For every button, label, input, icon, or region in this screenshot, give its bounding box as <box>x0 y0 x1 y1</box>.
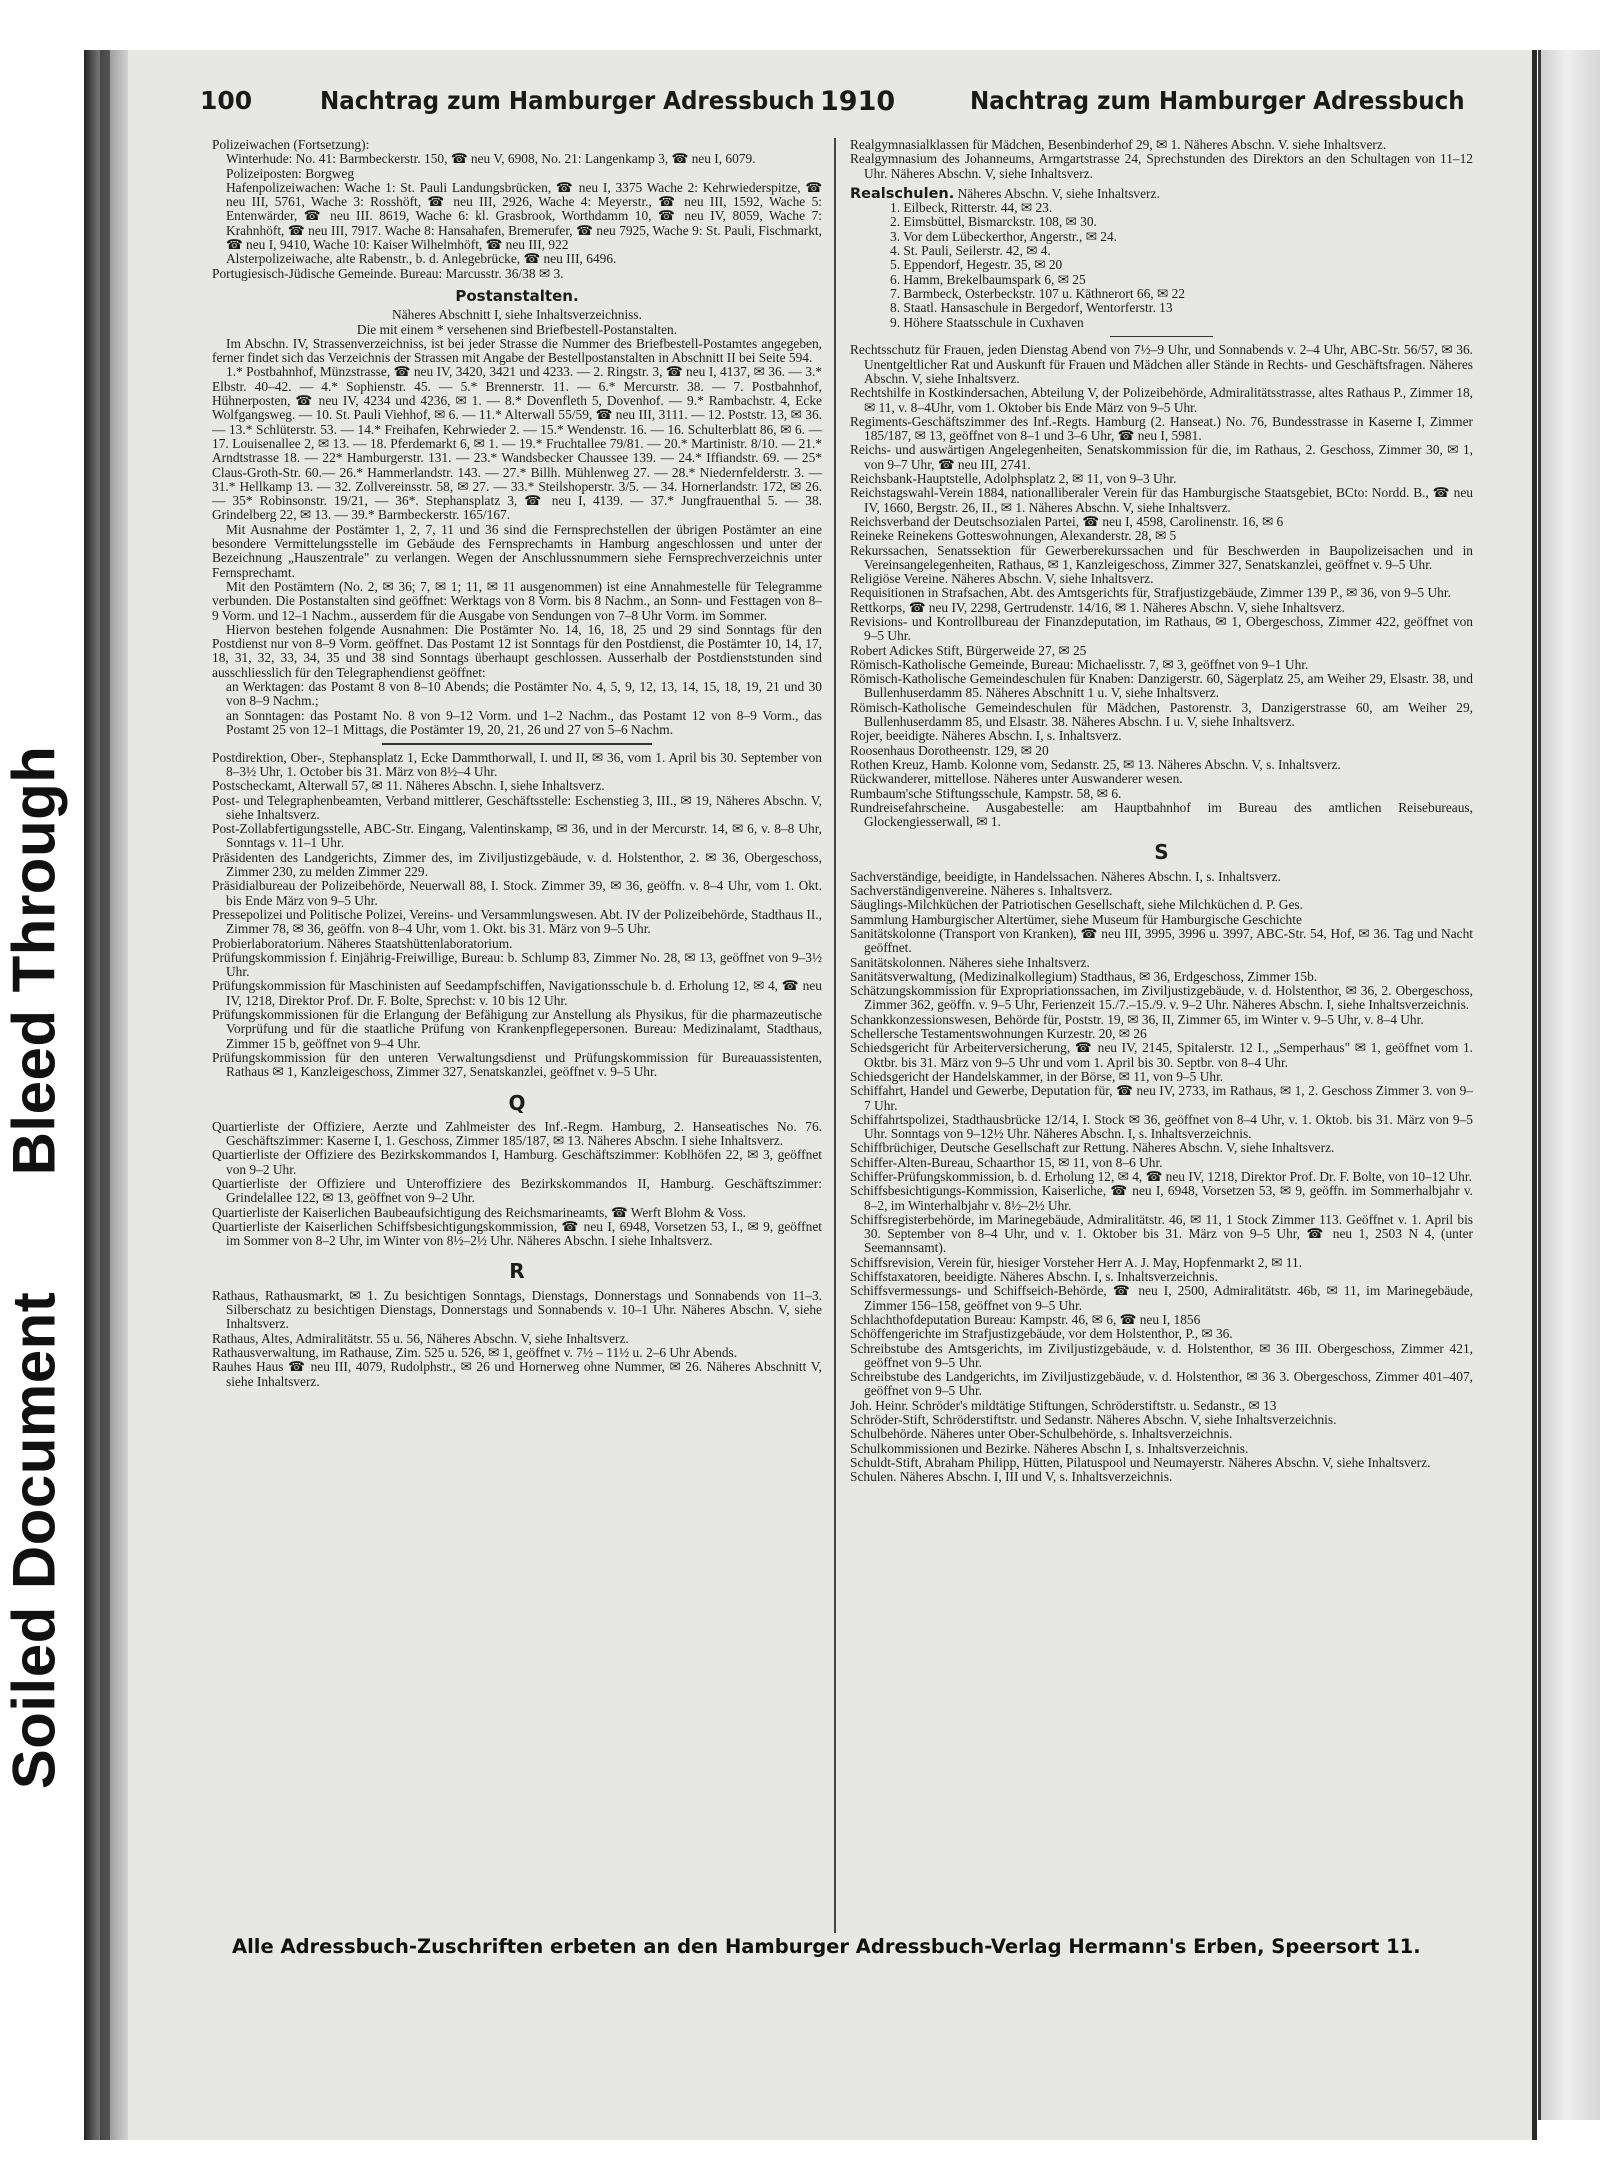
entry: Säuglings-Milchküchen der Patriotischen Gesellschaft, siehe Milchküchen d. P. Ges. <box>850 897 1303 913</box>
entry: Post-Zollabfertigungsstelle, ABC-Str. Eingang, Valentinskamp, ✉ 36, und in der Mercurstr. 14, ✉ 6, v. 8–8 Uhr, Sonntags v. 11–1 Uhr. <box>212 821 822 851</box>
entry: Im Abschn. IV, Strassenverzeichniss, ist bei jeder Strasse die Nummer des Briefbestell-Postamtes angegeben, ferner findet sich das Verzeichnis der Strassen mit Angabe der Bestellpostanstalten in Abschnitt II bei Seite 594. <box>212 335 822 366</box>
next-page-edge <box>1538 50 1600 2120</box>
realschulen-note: Näheres Abschn. V, siehe Inhaltsverz. <box>957 185 1160 201</box>
section-heading-postanstalten: Postanstalten. <box>455 286 579 305</box>
list-item: 7. Barmbeck, Osterbeckstr. 107 u. Käthnerort 66, ✉ 22 <box>890 285 1185 301</box>
entry: Näheres Abschnitt I, siehe Inhaltsverzeichniss. <box>392 307 642 323</box>
entry: Polizeiposten: Borgweg <box>226 165 355 181</box>
section-letter-q: Q <box>508 1090 526 1115</box>
entry: Joh. Heinr. Schröder's mildtätige Stiftungen, Schröderstiftstr. u. Sedanstr., ✉ 13 <box>850 1397 1277 1413</box>
entry: an Werktagen: das Postamt 8 von 8–10 Abends; die Postämter No. 4, 5, 9, 12, 13, 14, 15, 18, 19, 21 und 30 von 8–9 Nachm.; <box>226 678 822 709</box>
entry: Reichsbank-Hauptstelle, Adolphsplatz 2, ✉ 11, von 9–3 Uhr. <box>850 471 1177 487</box>
entry: Rückwanderer, mittellose. Näheres unter Auswanderer wesen. <box>850 771 1183 787</box>
entry: Schiffsregisterbehörde, im Marinegebäude, Admiralitätstr. 46, ✉ 11, 1 Stock Zimmer 113. Geöffnet v. 1. April bis 30. September von 8–4 Uhr, und v. 1. Oktober bis 31. März von 9–5 Uhr, ☎ neu 1, 2503 N 4, (unter Seemannsamt). <box>850 1211 1473 1256</box>
entry: Schiffsrevision, Verein für, hiesiger Vorsteher Herr A. J. May, Hopfenmarkt 2, ✉ 11. <box>850 1254 1302 1270</box>
entry: Schiedsgericht für Arbeiterversicherung, ☎ neu IV, 2145, Spitalerstr. 12 I., „Semperhaus" ✉ 1, geöffnet vom 1. Oktbr. bis 31. März von 9–5 Uhr und vom 1. April bis 30. Septbr. von 8–4 Uhr. <box>850 1040 1473 1070</box>
book-spine-shadow <box>100 50 110 2140</box>
entry: Schiffbrüchiger, Deutsche Gesellschaft zur Rettung. Näheres Abschn. V, siehe Inhaltsverz. <box>850 1140 1335 1156</box>
entry: Schellersche Testamentswohnungen Kurzestr. 20, ✉ 26 <box>850 1026 1147 1042</box>
bleed-through-label <box>2 700 66 1220</box>
entry: Roosenhaus Dorotheenstr. 129, ✉ 20 <box>850 742 1049 758</box>
entry: Requisitionen in Strafsachen, Abt. des Amtsgerichts für, Strafjustizgebäude, Zimmer 139 P., ✉ 36, von 9–5 Uhr. <box>850 585 1451 601</box>
running-title-right: Nachtrag zum Hamburger Adressbuch <box>970 86 1465 115</box>
entry: Rumbaum'sche Stiftungsschule, Kampstr. 58, ✉ 6. <box>850 785 1122 801</box>
entry: Postscheckamt, Alterwall 57, ✉ 11. Näheres Abschn. I, siehe Inhaltsverz. <box>212 778 605 794</box>
entry: Schreibstube des Landgerichts, im Ziviljustizgebäude, v. d. Holstenthor, ✉ 36 3. Obergeschoss, Zimmer 401–407, geöffnet von 9–5 Uhr. <box>850 1369 1473 1399</box>
section-letter-s: S <box>1154 840 1169 865</box>
entry: Rothen Kreuz, Hamb. Kolonne vom, Sedanstr. 25, ✉ 13. Näheres Abschn. V, s. Inhaltsverz. <box>850 756 1341 772</box>
entry: Quartierliste der Offiziere des Bezirkskommandos I, Hamburg. Geschäftszimmer: Koblhöfen 22, ✉ 3, geöffnet von 9–2 Uhr. <box>212 1147 822 1177</box>
soiled-document-text: Soiled Document <box>0 1291 68 1789</box>
entry: Schulbehörde. Näheres unter Ober-Schulbehörde, s. Inhaltsverzeichnis. <box>850 1426 1233 1442</box>
entry: Schuldt-Stift, Abraham Philipp, Hütten, Pilatuspool und Neumayerstr. Näheres Abschn. V, siehe Inhaltsverz. <box>850 1454 1431 1470</box>
entry: Sachverständige, beeidigte, in Handelssachen. Näheres Abschn. I, s. Inhaltsverz. <box>850 868 1281 884</box>
realschulen-heading: Realschulen. <box>850 185 955 202</box>
entry: Sanitätsverwaltung, (Medizinalkollegium) Stadthaus, ✉ 36, Erdgeschoss, Zimmer 15b. <box>850 968 1318 984</box>
entry: Portugiesisch-Jüdische Gemeinde. Bureau: Marcusstr. 36/38 ✉ 3. <box>212 265 564 281</box>
list-item: 9. Höhere Staatsschule in Cuxhaven <box>890 314 1084 330</box>
entry: Post- und Telegraphenbeamten, Verband mittlerer, Geschäftsstelle: Eschenstieg 3, III., ✉ 19, Näheres Abschn. V, siehe Inhaltsverz. <box>212 792 822 822</box>
entry: Schöffengerichte im Strafjustizgebäude, vor dem Holstenthor, P., ✉ 36. <box>850 1326 1233 1342</box>
entry: Schätzungskommission für Expropriationssachen, im Ziviljustizgebäude, v. d. Holstenthor, ✉ 36, 2. Obergeschoss, Zimmer 362, geöffn. v. 9–5 Uhr, Ferienzeit 15./7.–15./9. v. 9–2 Uhr. Näheres Abschn. I, siehe Inhaltsverzeichnis. <box>850 983 1473 1013</box>
entry: Prüfungskommission für Maschinisten auf Seedampfschiffen, Navigationsschule b. d. Erholung 12, ✉ 4, ☎ neu IV, 1218, Direktor Prof. Dr. F. Bolte, Sprechst: v. 10 bis 12 Uhr. <box>212 978 822 1008</box>
entry: Schiffer-Alten-Bureau, Schaarthor 15, ✉ 11, von 8–6 Uhr. <box>850 1154 1163 1170</box>
bleed-through-text: Bleed Through <box>0 745 68 1175</box>
entry: Religiöse Vereine. Näheres Abschn. V, siehe Inhaltsverz. <box>850 571 1154 587</box>
entry: Alsterpolizeiwache, alte Rabenstr., b. d. Anlegebrücke, ☎ neu III, 6496. <box>226 251 617 267</box>
entry: Römisch-Katholische Gemeindeschulen für Mädchen, Pastorenstr. 3, Danzigerstrasse 60, am Weiher 29, Bullenhuserdamm 85, und Elsastr. 38. Näheres Abschn. I u. V, siehe Inhaltsverz. <box>850 699 1473 730</box>
section-rule <box>1110 336 1213 338</box>
entry: Quartierliste der Kaiserlichen Baubeaufsichtigung des Reichsmarineamts, ☎ Werft Blohm & Voss. <box>212 1204 747 1220</box>
entry: Reichs- und auswärtigen Angelegenheiten, Senatskommission für die, im Rathaus, 2. Geschoss, Zimmer 30, ✉ 1, von 9–7 Uhr, ☎ neu III, 2741. <box>850 442 1473 472</box>
entry: Präsidialbureau der Polizeibehörde, Neuerwall 88, I. Stock. Zimmer 39, ✉ 36, geöffn. v. 8–4 Uhr, vom 1. Okt. bis Ende März von 9–5 Uhr. <box>212 878 822 908</box>
list-item: 8. Staatl. Hansaschule in Bergedorf, Wentorferstr. 13 <box>890 300 1173 316</box>
entry: Schulkommissionen und Bezirke. Näheres Abschn I, s. Inhaltsverzeichnis. <box>850 1440 1249 1456</box>
entry: Rettkorps, ☎ neu IV, 2298, Gertrudenstr. 14/16, ✉ 1. Näheres Abschn. V, siehe Inhaltsverz. <box>850 599 1346 615</box>
entry: Revisions- und Kontrollbureau der Finanzdeputation, im Rathaus, ✉ 1, Obergeschoss, Zimmer 422, geöffnet von 9–5 Uhr. <box>850 614 1473 644</box>
entry: Reichsverband der Deutschsozialen Partei, ☎ neu I, 4598, Carolinenstr. 16, ✉ 6 <box>850 513 1284 529</box>
entry: Realgymnasium des Johanneums, Armgartstrasse 24, Sprechstunden des Direktors an den Schultagen von 11–12 Uhr. Näheres Abschn. V, siehe Inhaltsverz. <box>850 151 1473 181</box>
right-column <box>850 138 1473 1485</box>
column-divider <box>834 138 836 1933</box>
soiled-document-label <box>2 1270 66 1810</box>
entry: Rojer, beeidigte. Näheres Abschn. I, s. Inhaltsverz. <box>850 728 1122 744</box>
section-letter-r: R <box>509 1259 525 1284</box>
entry: Pressepolizei und Politische Polizei, Vereins- und Versammlungswesen. Abt. IV der Polizeibehörde, Stadthaus II., Zimmer 78, ✉ 36, geöffn. von 8–4 Uhr, vom 1. Okt. bis 31. März von 9–5 Uhr. <box>212 906 822 937</box>
list-item: 1. Eilbeck, Ritterstr. 44, ✉ 23. <box>890 200 1053 216</box>
entry: Römisch-Katholische Gemeindeschulen für Knaben: Danzigerstr. 60, Sägerplatz 25, am Weiher 29, Elsastr. 38, und Bullenhuserdamm 85. Näheres Abschnitt 1 u. V, siehe Inhaltsverz. <box>850 671 1473 701</box>
list-item: 3. Vor dem Lübeckerthor, Angerstr., ✉ 24. <box>890 228 1118 244</box>
entry: Rathausverwaltung, im Rathause, Zim. 525 u. 526, ✉ 1, geöffnet v. 7½ – 11½ u. 2–6 Uhr Abends. <box>212 1344 738 1360</box>
entry: Schiedsgericht der Handelskammer, in der Börse, ✉ 11, von 9–5 Uhr. <box>850 1068 1224 1084</box>
section-rule <box>382 743 652 745</box>
entry: Winterhude: No. 41: Barmbeckerstr. 150, ☎ neu V, 6908, No. 21: Langenkamp 3, ☎ neu I, 6079. <box>226 151 756 167</box>
entry: Probierlaboratorium. Näheres Staatshüttenlaboratorium. <box>212 935 513 951</box>
list-item: 6. Hamm, Brekelbaumspark 6, ✉ 25 <box>890 271 1086 287</box>
page-header <box>190 86 1465 120</box>
entry: Reineke Reinekens Gotteswohnungen, Alexanderstr. 28, ✉ 5 <box>850 528 1177 544</box>
entry: Schiffahrtspolizei, Stadthausbrücke 12/14, I. Stock ✉ 36, geöffnet von 8–4 Uhr, v. 1. Oktob. bis 31. März von 9–5 Uhr. Sonntags von 9–12½ Uhr. Näheres Abschn. I, s. Inhaltsverzeichnis. <box>850 1111 1473 1142</box>
entry: Prüfungskommission für den unteren Verwaltungsdienst und Prüfungskommission für Bureauassistenten, Rathaus ✉ 1, Kanzleigeschoss, Zimmer 327, Senatskanzlei, geöffnet v. 9–5 Uhr. <box>212 1049 822 1080</box>
list-item: 4. St. Pauli, Seilerstr. 42, ✉ 4. <box>890 243 1051 259</box>
list-item: 5. Eppendorf, Hegestr. 35, ✉ 20 <box>890 257 1063 273</box>
running-title-left: Nachtrag zum Hamburger Adressbuch <box>320 86 815 115</box>
entry: Sanitätskolonnen. Näheres siehe Inhaltsverz. <box>850 954 1090 970</box>
list-item: 2. Eimsbüttel, Bismarckstr. 108, ✉ 30. <box>890 214 1097 230</box>
entry: Schiffahrt, Handel und Gewerbe, Deputation für, ☎ neu IV, 2733, im Rathaus, ✉ 1, 2. Geschoss Zimmer 3. von 9–7 Uhr. <box>850 1083 1473 1113</box>
entry: Die mit einem * versehenen sind Briefbestell-Postanstalten. <box>356 321 678 337</box>
entry: Rechtsschutz für Frauen, jeden Dienstag Abend von 7½–9 Uhr, und Sonnabends v. 2–4 Uhr, ABC-Str. 56/57, ✉ 36. Unentgeltlicher Rat und Auskunft für Frauen und Mädchen aller Stände in Rechts- und Geschäftsfragen. Näheres Abschn. V, siehe Inhaltsverz. <box>850 342 1473 386</box>
entry: Prüfungskommission f. Einjährig-Freiwillige, Bureau: b. Schlump 83, Zimmer No. 28, ✉ 13, geöffnet von 9–3½ Uhr. <box>212 949 822 980</box>
entry: Schiffsvermessungs- und Schiffseich-Behörde, ☎ neu I, 2500, Admiralitätstr. 46b, ✉ 11, im Marinegebäude, Zimmer 156–158, geöffnet von 9–5 Uhr. <box>850 1283 1473 1313</box>
entry: Rathaus, Rathausmarkt, ✉ 1. Zu besichtigen Sonntags, Dienstags, Donnerstags und Sonnabends von 11–3. Silberschatz zu besichtigen Dienstags, Donnerstags und Sonnabends v. 10–1 Uhr. Näheres Abschn. V, siehe Inhaltsverz. <box>212 1287 822 1332</box>
entry: Mit den Postämtern (No. 2, ✉ 36; 7, ✉ 1; 11, ✉ 11 ausgenommen) ist eine Annahmestelle für Telegramme verbunden. Die Postanstalten sind geöffnet: Werktags von 8 Vorm. bis 8 Nachm., an Sonn- und Festtagen von 8–9 Vorm. und 12–1 Nachm., ausserdem für die Ausgabe von Sendungen von 7–8 Uhr Vorm. im Sommer. <box>212 578 822 623</box>
entry: Schiffsbesichtigungs-Kommission, Kaiserliche, ☎ neu I, 6948, Vorsetzen 53, ✉ 9, geöffn. im Sommerhalbjahr v. 8–2, im Winterhalbjahr v. 8½–2½ Uhr. <box>850 1183 1473 1213</box>
entry: Quartierliste der Offiziere, Aerzte und Zahlmeister des Inf.-Regm. Hamburg, 2. Hanseatisches No. 76. Geschäftszimmer: Kaserne I, 1. Geschoss, Zimmer 185/187, ✉ 13. Näheres Abschn. I siehe Inhaltsverz. <box>212 1118 822 1149</box>
entry: Prüfungskommissionen für die Erlangung der Befähigung zur Anstellung als Physikus, für die pharmazeutische Vorprüfung und für die staatliche Prüfung von Krankenpflegepersonen. Bureau: Medizinalamt, Stadthaus, Zimmer 15 b, geöffnet von 9–4 Uhr. <box>212 1007 822 1051</box>
entry: an Sonntagen: das Postamt No. 8 von 9–12 Vorm. und 1–2 Nachm., das Postamt 12 von 8–9 Vorm., das Postamt 25 von 12–1 Mittags, die Postämter 19, 20, 21, 26 und 27 von 5–6 Nachm. <box>226 707 822 737</box>
entry: Präsidenten des Landgerichts, Zimmer des, im Ziviljustizgebäude, v. d. Holstenthor, 2. ✉ 36, Obergeschoss, Zimmer 230, zu melden Zimmer 229. <box>212 849 822 880</box>
entry: Sammlung Hamburgischer Altertümer, siehe Museum für Hamburgische Geschichte <box>850 911 1302 927</box>
realschulen-list <box>850 201 1473 330</box>
entry: 1.* Postbahnhof, Münzstrasse, ☎ neu IV, 3420, 3421 und 4233. — 2. Ringstr. 3, ☎ neu I, 4137, ✉ 36. — 3.* Elbstr. 40–42. — 4.* Sophienstr. 45. — 5.* Brennerstr. 11. — 6.* Mercurstr. 38. — 7. Postbahnhof, Hühnerposten, ☎ neu IV, 4234 und 4236, ✉ 1. — 8.* Dovenfleth 5, Dovenhof. — 9.* Rambachstr. 4, Ecke Wolfgangsweg. — 10. St. Pauli Viehhof, ✉ 6. — 11.* Alterwall 55/59, ☎ neu III, 3111. — 12. Poststr. 13, ✉ 36. — 13.* Schlüterstr. 53. — 14.* Freihafen, Kehrwieder 2. — 15.* Wendenstr. 16. — 16. Schulterblatt 86, ✉ 6. — 17. Louisenallee 2, ✉ 13. — 18. Pferdemarkt 6, ✉ 1. — 19.* Fruchtallee 79/81. — 20.* Martinistr. 8/10. — 21.* Arndtstrasse 18. — 22* Hamburgerstr. 131. — 23.* Wandsbecker Chaussee 139. — 24.* Iffiandstr. 69. — 25* Claus-Groth-Str. 60.— 26.* Hammerlandstr. 143. — 27.* Billh. Mühlenweg 27. — 28.* Niedernfelderstr. 3. — 31.* Hellkamp 13. — 32. Zollvereinsstr. 58, ✉ 27. — 33.* Steilshoperstr. 3/5. — 34. Hornerlandstr. 172, ✉ 26. — 35* Robinsonstr. 19/21, — 36*. Stephansplatz 3, ☎ neu I, 4139. — 37.* Jungfrauenthal 5. — 38. Grindelberg 22, ✉ 13. — 39.* Barmbeckerstr. 165/167. <box>212 364 822 523</box>
entry: Rechtshilfe in Kostkindersachen, Abteilung V, der Polizeibehörde, Admiralitätsstrasse, altes Rathaus P., Zimmer 18, ✉ 11, v. 8–4Uhr, vom 1. Oktober bis Ende März von 9–5 Uhr. <box>850 385 1473 415</box>
entry: Schreibstube des Amtsgerichts, im Ziviljustizgebäude, v. d. Holstenthor, ✉ 36 III. Obergeschoss, Zimmer 421, geöffnet von 9–5 Uhr. <box>850 1340 1473 1370</box>
entry: Schulen. Näheres Abschn. I, III und V, s. Inhaltsverzeichnis. <box>850 1469 1173 1485</box>
entry: Quartierliste der Kaiserlichen Schiffsbesichtigungskommission, ☎ neu I, 6948, Vorsetzen 53, I., ✉ 9, geöffnet im Sommer von 8–2 Uhr, im Winter von 8½–2½ Uhr. Näheres Abschn. I siehe Inhaltsverz. <box>212 1218 822 1249</box>
entry: Rundreisefahrscheine. Ausgabestelle: am Hauptbahnhof im Bureau des amtlichen Reisebureaus, Glockengiesserwall, ✉ 1. <box>850 799 1473 830</box>
realschulen-heading-line <box>850 187 1473 201</box>
entry: Schiffer-Prüfungskommission, b. d. Erholung 12, ✉ 4, ☎ neu IV, 1218, Direktor Prof. Dr. F. Bolte, von 10–12 Uhr. <box>850 1168 1472 1184</box>
page-number: 100 <box>200 86 253 115</box>
entry: Regiments-Geschäftszimmer des Inf.-Regts. Hamburg (2. Hanseat.) No. 76, Bundesstrasse in Kaserne I, Zimmer 185/187, ✉ 13, geöffnet von 8–1 und 3–6 Uhr, ☎ neu I, 5981. <box>850 413 1473 444</box>
entry: Schankkonzessionswesen, Behörde für, Poststr. 19, ✉ 36, II, Zimmer 65, im Winter v. 9–5 Uhr, v. 8–4 Uhr. <box>850 1011 1424 1027</box>
entry: Hiervon bestehen folgende Ausnahmen: Die Postämter No. 14, 16, 18, 25 und 29 sind Sonntags für den Postdienst nur von 8–9 Vorm. geöffnet. Das Postamt 12 ist Sonntags für den Postdienst, die Postämter 10, 14, 17, 18, 31, 32, 33, 34, 35 und 38 sind Sonntags überhaupt geschlossen. Ausserhalb der Postdienststunden sind ausschliesslich für den Telegraphendienst geöffnet: <box>212 621 822 680</box>
entry: Rekurssachen, Senatssektion für Gewerberekurssachen und für Beschwerden in Baupolizeisachen und in Vereinsangelegenheiten, Rathaus, ✉ 1, Kanzleigeschoss, Zimmer 327, Senatskanzlei, geöffnet v. 9–5 Uhr. <box>850 542 1473 572</box>
entry: Quartierliste der Offiziere und Unteroffiziere des Bezirkskommandos II, Hamburg. Geschäftszimmer: Grindelallee 122, ✉ 13, geöffnet von 9–2 Uhr. <box>212 1175 822 1206</box>
entry: Römisch-Katholische Gemeinde, Bureau: Michaelisstr. 7, ✉ 3, geöffnet von 9–1 Uhr. <box>850 656 1309 672</box>
entry: Rauhes Haus ☎ neu III, 4079, Rudolphstr., ✉ 26 und Hornerweg ohne Nummer, ✉ 26. Näheres Abschnitt V, siehe Inhaltsverz. <box>212 1359 822 1389</box>
entry: Schiffstaxatoren, beeidigte. Näheres Abschn. I, s. Inhaltsverzeichnis. <box>850 1269 1218 1285</box>
entry: Sanitätskolonne (Transport von Kranken), ☎ neu III, 3995, 3996 u. 3997, ABC-Str. 54, Hof, ✉ 36. Tag und Nacht geöffnet. <box>850 925 1473 956</box>
entry: Realgymnasialklassen für Mädchen, Besenbinderhof 29, ✉ 1. Näheres Abschn. V. siehe Inhaltsverz. <box>850 137 1387 152</box>
entry: Schröder-Stift, Schröderstiftstr. und Sedanstr. Näheres Abschn. V, siehe Inhaltsverzeichnis. <box>850 1412 1337 1428</box>
entry: Hafenpolizeiwachen: Wache 1: St. Pauli Landungsbrücken, ☎ neu I, 3375 Wache 2: Kehrwiederspitze, ☎ neu III, 5761, Wache 3: Rosshöft, ☎ neu III, 2926, Wache 4: Meyerstr., ☎ neu III, 1592, Wache 5: Entenwärder, ☎ neu III. 8619, Wache 6: kl. Grasbrook, Worthdamm 10, ☎ neu IV, 8059, Wache 7: Krahnhöft, ☎ neu III, 7917. Wache 8: Hansahafen, Bremerufer, ☎ neu 7925, Wache 9: St. Pauli, Fischmarkt, ☎ neu I, 9410, Wache 10: Kaiser Wilhelmhöft, ☎ neu III, 922 <box>226 179 822 253</box>
header-year: 1910 <box>820 86 896 117</box>
page-footer: Alle Adressbuch-Zuschriften erbeten an den Hamburger Adressbuch-Verlag Hermann's Erben, Speersort 11. <box>232 1935 1421 1958</box>
entry: Robert Adickes Stift, Bürgerweide 27, ✉ 25 <box>850 642 1087 658</box>
entry: Reichstagswahl-Verein 1884, nationalliberaler Verein für das Hamburgische Staatsgebiet, BCto: Nordd. B., ☎ neu IV, 1660, Bergstr. 26, II., ✉ 1. Näheres Abschn. V, siehe Inhaltsverz. <box>850 485 1473 515</box>
entry: Rathaus, Altes, Admiralitätstr. 55 u. 56, Näheres Abschn. V, siehe Inhaltsverz. <box>212 1330 629 1346</box>
entry: Polizeiwachen (Fortsetzung): <box>212 137 370 152</box>
entry: Mit Ausnahme der Postämter 1, 2, 7, 11 und 36 sind die Fernsprechstellen der übrigen Postämter an eine besondere Vermittelungsstelle im Gebäude des Fernsprechamts in Hamburg angeschlossen und unter der Bezeichnung „Hauszentrale" zu verlangen. Wegen der Anschlussnummern siehe Fernsprechverzeichnis unter Fernsprechamt. <box>212 521 822 580</box>
entry: Sachverständigenvereine. Näheres s. Inhaltsverz. <box>850 883 1113 899</box>
left-column <box>212 138 822 1389</box>
entry: Schlachthofdeputation Bureau: Kampstr. 46, ✉ 6, ☎ neu I, 1856 <box>850 1311 1201 1327</box>
entry: Postdirektion, Ober-, Stephansplatz 1, Ecke Dammthorwall, I. und II, ✉ 36, vom 1. April bis 30. September von 8–3½ Uhr, 1. October bis 31. März von 8½–4 Uhr. <box>212 749 822 779</box>
